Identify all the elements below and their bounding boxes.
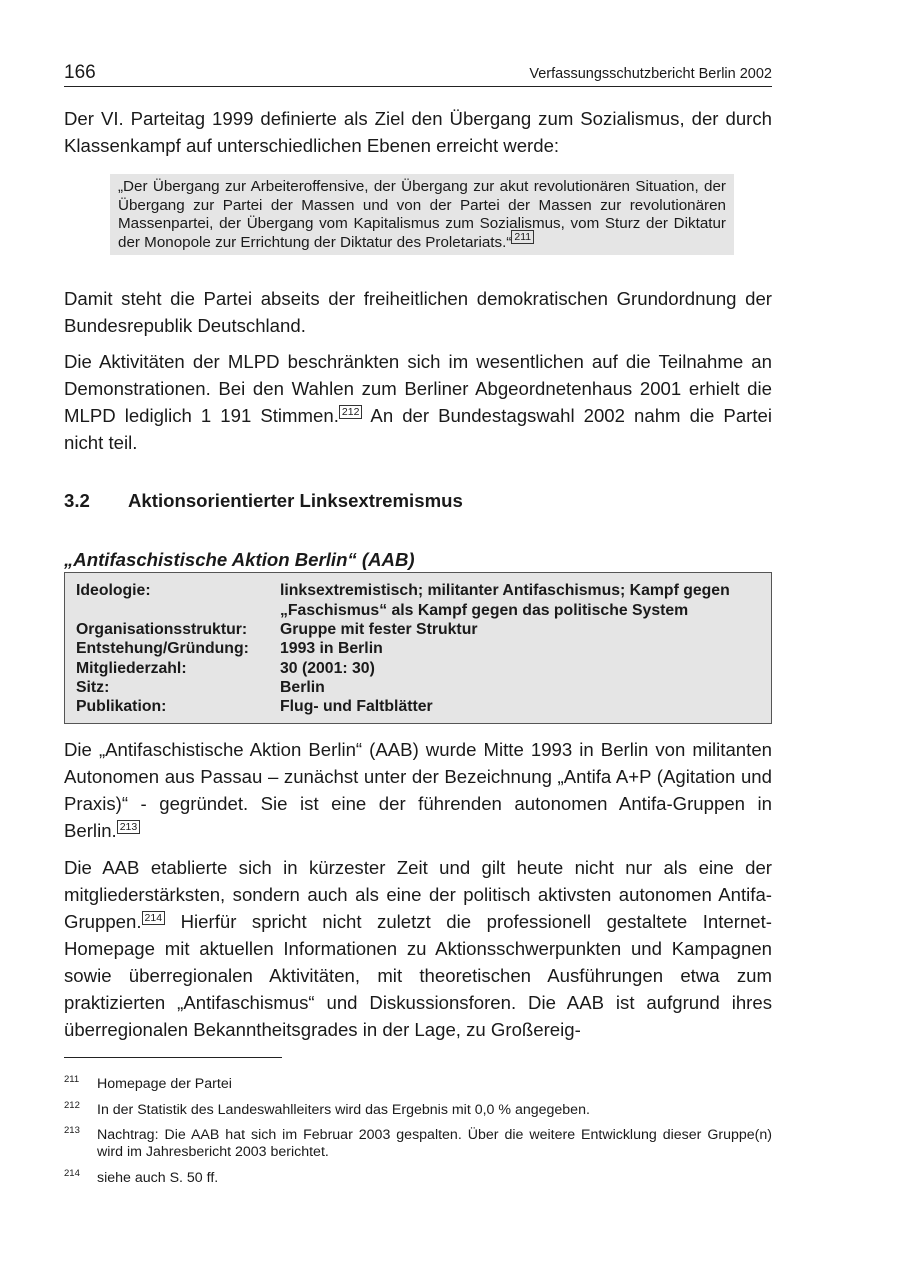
profile-label: Ideologie: [76, 582, 151, 599]
profile-label: Mitgliederzahl: [76, 660, 187, 677]
profile-value: 30 (2001: 30) [280, 660, 375, 677]
footnote-divider [64, 1057, 282, 1058]
profile-label: Publikation: [76, 698, 167, 715]
profile-value: 1993 in Berlin [280, 640, 383, 657]
paragraph-mlpd-activities [64, 348, 772, 456]
section-heading [64, 490, 463, 512]
footnote-ref-214[interactable]: 214 [142, 911, 166, 925]
organization-profile-box [64, 572, 772, 724]
aab-founding-text: Die „Antifaschistische Aktion Berlin“ (AAB) wurde Mitte 1993 in Berlin von militanten Autonomen aus Passau – zunächst unter der Bezeichnung „Antifa A+P (Agitation und Praxis)“ - gegründet. Sie ist eine der führenden autonomen Antifa-Gruppen in Berlin. [64, 739, 772, 841]
footnote-number: 214 [64, 1168, 80, 1179]
profile-value: Berlin [280, 679, 325, 696]
profile-label: Organisationsstruktur: [76, 621, 248, 638]
paragraph-party-congress: Der VI. Parteitag 1999 definierte als Ziel den Übergang zum Sozialismus, der durch Klassenkampf auf unterschiedlichen Ebenen erreicht werde: [64, 108, 772, 156]
aab-activity-text-a: Die AAB etablierte sich in kürzester Zeit und gilt heute nicht nur als eine der mitgliederstärksten, sondern auch als eine der politisch aktivsten autonomen Antifa-Gruppen. [64, 857, 772, 932]
profile-value: Flug- und Faltblätter [280, 698, 433, 715]
running-title: Verfassungsschutzbericht Berlin 2002 [529, 66, 772, 82]
footnote-ref-212[interactable]: 212 [339, 405, 363, 419]
paragraph-constitutional-order: Damit steht die Partei abseits der freiheitlichen demokratischen Grundordnung der Bundesrepublik Deutschland. [64, 288, 772, 336]
page-header [64, 62, 772, 87]
profile-value: Gruppe mit fester Struktur [280, 621, 478, 638]
footnote-number: 212 [64, 1100, 80, 1111]
page-number: 166 [64, 62, 96, 83]
paragraph-aab-founding [64, 736, 772, 844]
footnote-text: Homepage der Partei [97, 1076, 232, 1092]
mlpd-text-b: An der Bundestagswahl 2002 nahm die Partei nicht teil. [64, 405, 772, 453]
organization-title: „Antifaschistische Aktion Berlin“ (AAB) [64, 549, 415, 570]
block-quote [110, 174, 734, 255]
mlpd-text-a: Die Aktivitäten der MLPD beschränkten sich im wesentlichen auf die Teilnahme an Demonstrationen. Bei den Wahlen zum Berliner Abgeordnetenhaus 2001 erhielt die MLPD lediglich 1 191 Stimmen. [64, 351, 772, 426]
profile-label: Sitz: [76, 679, 110, 696]
profile-label: Entstehung/Gründung: [76, 640, 249, 657]
section-number: 3.2 [64, 490, 90, 511]
section-title: Aktionsorientierter Linksextremismus [128, 490, 463, 511]
profile-value: linksextremistisch; militanter Antifaschismus; Kampf gegen „Faschismus“ als Kampf gegen das politische System [280, 582, 730, 619]
footnote-text: Nachtrag: Die AAB hat sich im Februar 2003 gespalten. Über die weitere Entwicklung dieser Gruppe(n) wird im Jahresbericht 2003 berichtet. [97, 1127, 772, 1160]
footnote-text: siehe auch S. 50 ff. [97, 1170, 219, 1186]
quote-text: „Der Übergang zur Arbeiteroffensive, der Übergang zur akut revolutionären Situation, der Übergang zur Partei der Massen und von der Partei der Massen zur revolutionären Massenpartei, der Übergang vom Kapitalismus zum Sozialismus, vom Sturz der Diktatur der Monopole zur Errichtung der Diktatur des Proletariats.“ [118, 178, 726, 251]
footnote-ref-211[interactable]: 211 [511, 230, 534, 244]
footnote-text: In der Statistik des Landeswahlleiters wird das Ergebnis mit 0,0 % angegeben. [97, 1102, 590, 1118]
paragraph-aab-activity [64, 854, 772, 1043]
footnote-ref-213[interactable]: 213 [117, 820, 141, 834]
footnote-number: 211 [64, 1074, 80, 1085]
aab-activity-text-b: Hierfür spricht nicht zuletzt die professionell gestaltete Internet-Homepage mit aktuellen Informationen zu Aktionsschwerpunkten und Kampagnen sowie überregionalen Aktivitäten, mit theoretischen Ausführungen etwa zum praktizierten „Antifaschismus“ und Diskussionsforen. Die AAB ist aufgrund ihres überregionalen Bekanntheitsgrades in der Lage, zu Großereig- [64, 911, 772, 1040]
footnote-number: 213 [64, 1125, 80, 1136]
